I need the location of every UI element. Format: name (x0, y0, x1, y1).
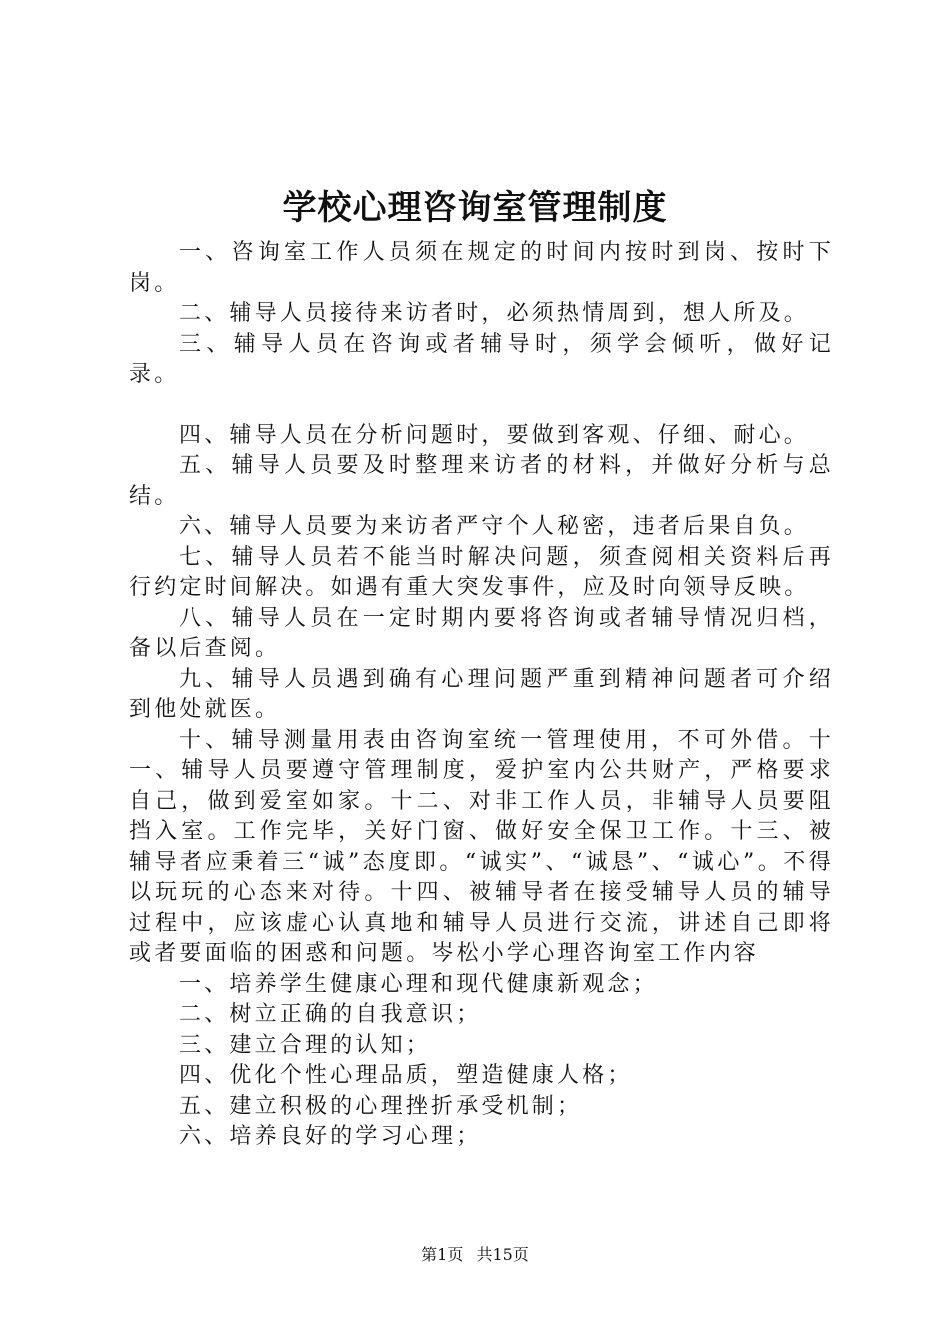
list-item: 三、建立合理的认知； (179, 1032, 432, 1058)
list-item: 一、培养学生健康心理和现代健康新观念； (179, 971, 658, 997)
paragraph: 三、辅导人员在咨询或者辅导时，须学会倾听，做好记录。 (129, 331, 834, 387)
list-item: 六、培养良好的学习心理； (179, 1124, 482, 1149)
paragraph: 七、辅导人员若不能当时解决问题，须查阅相关资料后再行约定时间解决。如遇有重大突发事件，应及时向领导反映。 (129, 544, 834, 600)
document-body (129, 238, 834, 1153)
paragraph: 四、辅导人员在分析问题时，要做到客观、仔细、耐心。 (179, 422, 810, 448)
list-item: 四、优化个性心理品质，塑造健康人格； (179, 1063, 633, 1088)
paragraph: 十、辅导测量用表由咨询室统一管理使用，不可外借。十一、辅导人员要遵守管理制度，爱护室内公共财产，严格要求自己，做到爱室如家。十二、对非工作人员，非辅导人员要阻挡入室。工作完毕，关好门窗、做好安全保卫工作。十三、被辅导者应秉着三“诚”态度即。“诚实”、“诚恳”、“诚心”。不得以玩玩的心态来对待。十四、被辅导者在接受辅导人员的辅导过程中，应该虚心认真地和辅导人员进行交流，讲述自己即将或者要面临的困惑和问题。岑松小学心理咨询室工作内容 (129, 727, 834, 966)
page-number: 第1页 (421, 1245, 464, 1264)
paragraph: 一、咨询室工作人员须在规定的时间内按时到岗、按时下岗。 (129, 240, 834, 296)
list-item: 二、树立正确的自我意识； (179, 1002, 482, 1027)
paragraph: 八、辅导人员在一定时期内要将咨询或者辅导情况归档，备以后查阅。 (129, 605, 834, 661)
paragraph: 二、辅导人员接待来访者时，必须热情周到，想人所及。 (179, 301, 810, 326)
list-item: 五、建立积极的心理挫折承受机制； (179, 1093, 583, 1119)
paragraph: 六、辅导人员要为来访者严守个人秘密，违者后果自负。 (179, 514, 810, 539)
page-total: 共15页 (476, 1245, 529, 1264)
page-footer (0, 1245, 950, 1265)
paragraph: 九、辅导人员遇到确有心理问题严重到精神问题者可介绍到他处就医。 (129, 666, 834, 722)
paragraph: 五、辅导人员要及时整理来访者的材料，并做好分析与总结。 (129, 453, 834, 509)
document-title: 学校心理咨询室管理制度 (282, 188, 668, 228)
